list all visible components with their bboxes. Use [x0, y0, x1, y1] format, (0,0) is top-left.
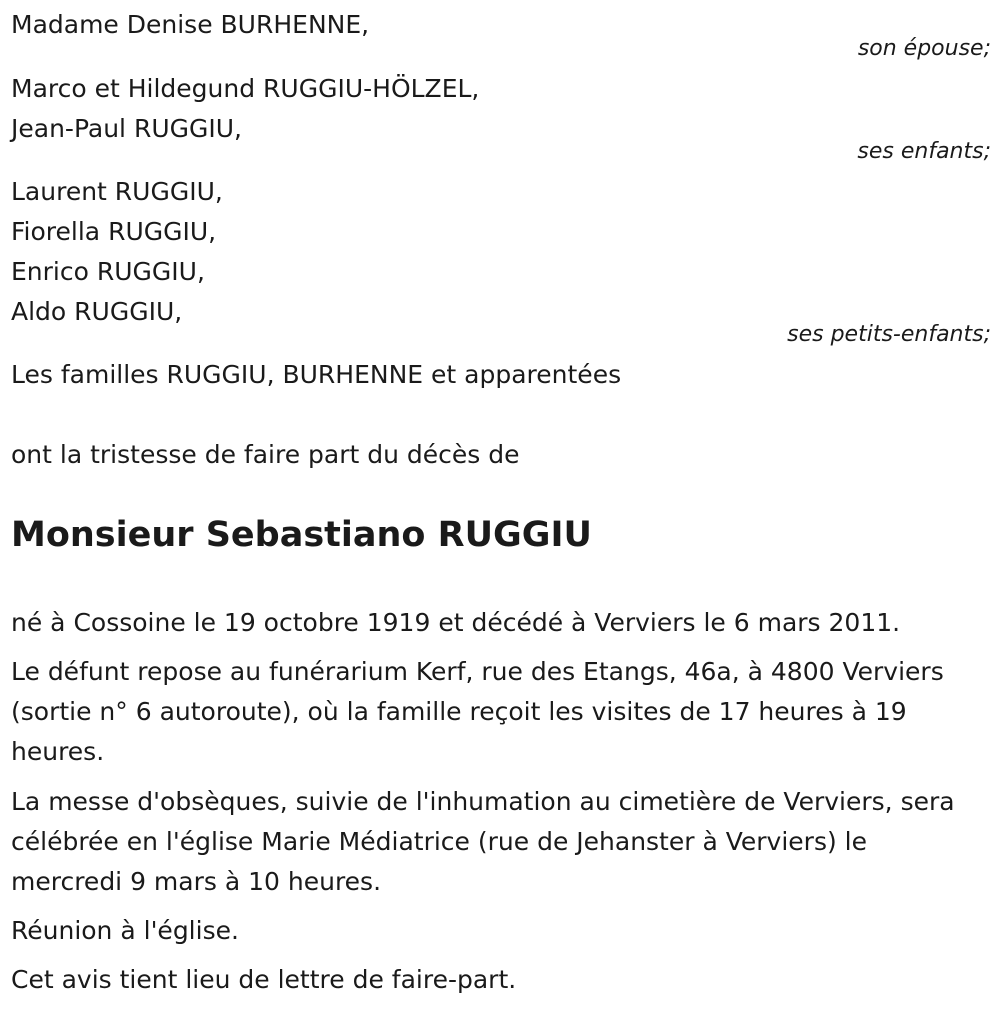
child-name: Marco et Hildegund RUGGIU-HÖLZEL,	[11, 74, 480, 103]
grandchild-name: Aldo RUGGIU,	[11, 297, 183, 326]
grandchild-name: Enrico RUGGIU,	[11, 257, 205, 286]
children-role: ses enfants;	[857, 139, 991, 164]
grandchild-name: Laurent RUGGIU,	[11, 177, 223, 206]
spouse-role: son épouse;	[857, 36, 991, 61]
deceased-name: Monsieur Sebastiano RUGGIU	[11, 515, 592, 555]
child-name: Jean-Paul RUGGIU,	[11, 114, 242, 143]
closing-paragraph: Cet avis tient lieu de lettre de faire-part.	[11, 965, 517, 994]
funeral-mass-paragraph: La messe d'obsèques, suivie de l'inhumation au cimetière de Verviers, sera célébrée en l'église Marie Médiatrice (rue de Jehanster à Verviers) le mercredi 9 mars à 10 heures.	[11, 787, 955, 896]
gathering-paragraph: Réunion à l'église.	[11, 916, 239, 945]
funeral-home-paragraph: Le défunt repose au funérarium Kerf, rue des Etangs, 46a, à 4800 Verviers (sortie n° 6 autoroute), où la famille reçoit les visites de 17 heures à 19 heures.	[11, 657, 944, 766]
announcement-line: ont la tristesse de faire part du décès de	[11, 440, 520, 469]
spouse-name: Madame Denise BURHENNE,	[11, 10, 370, 39]
birth-death-paragraph: né à Cossoine le 19 octobre 1919 et décédé à Verviers le 6 mars 2011.	[11, 608, 901, 637]
families-line: Les familles RUGGIU, BURHENNE et apparentées	[11, 360, 622, 389]
grandchild-name: Fiorella RUGGIU,	[11, 217, 217, 246]
grandchildren-role: ses petits-enfants;	[787, 322, 991, 347]
